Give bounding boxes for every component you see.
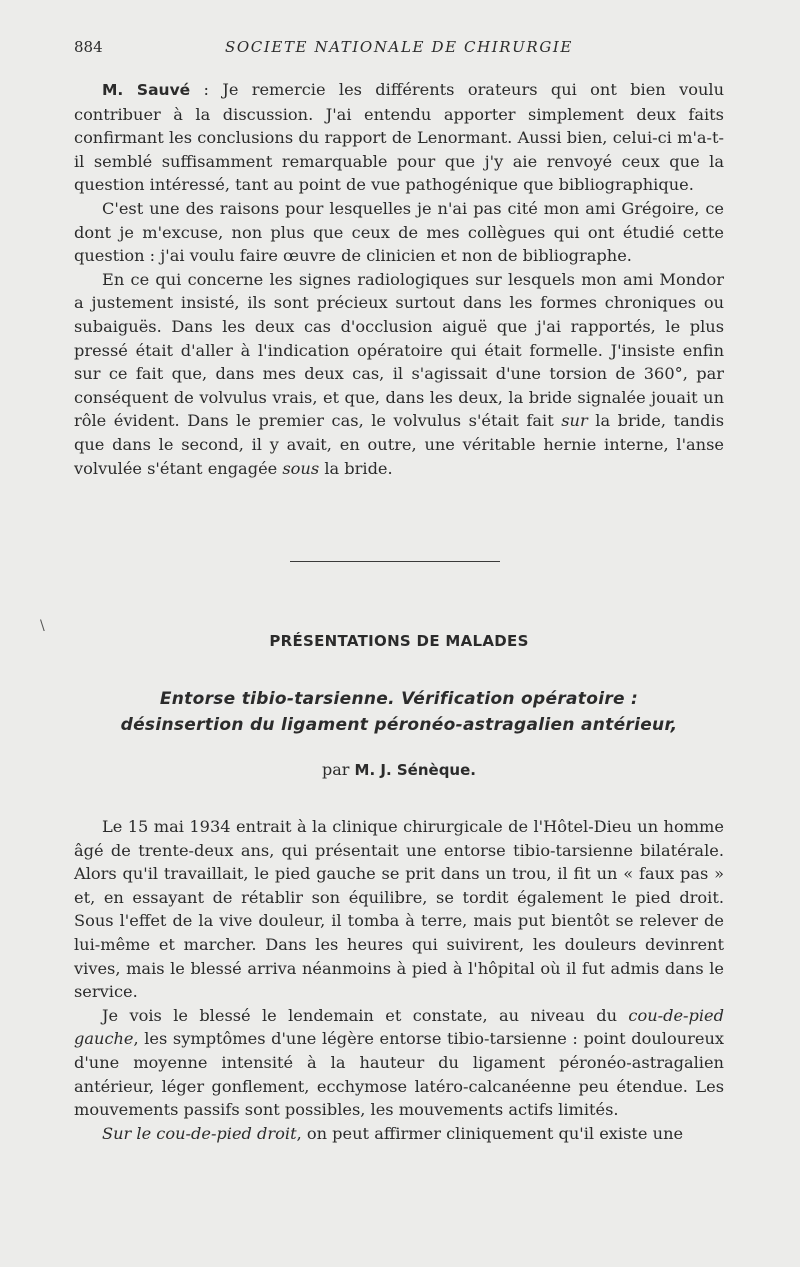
case-paragraph-3-text: , on peut affirmer cliniquement qu'il existe une	[296, 1123, 684, 1143]
byline-prefix: par	[322, 760, 355, 779]
byline	[74, 760, 724, 779]
discussion-text	[74, 78, 724, 480]
article-title	[74, 686, 724, 738]
discussion-paragraph-1	[74, 78, 724, 197]
author-name: M. J. Sénèque.	[354, 761, 476, 779]
emphasis-sous: sous	[282, 458, 320, 478]
discussion-paragraph-3	[74, 268, 724, 480]
journal-title: SOCIETE NATIONALE DE CHIRURGIE	[225, 38, 573, 56]
discussion-paragraph-1-text: : Je remercie les différents orateurs qui ont bien voulu contribuer à la discussion. J'ai entendu apporter simplement deux faits confirmant les conclusions du rapport de Lenormant. Aussi bien, celui-ci m'a-t-il semblé suffisamment remarquable pour que j'y aie renvoyé ceux que la question intéressé, tant au point de vue pathogénique que bibliographique.	[74, 80, 724, 195]
page-number: 884	[74, 38, 103, 56]
margin-mark: \	[40, 618, 45, 634]
section-heading: PRÉSENTATIONS DE MALADES	[269, 632, 529, 650]
case-paragraph-3	[74, 1122, 724, 1146]
case-report-text	[74, 815, 724, 1145]
case-paragraph-2-part-b: , les symptômes d'une légère entorse tibio-tarsienne : point douloureux d'une moyenne intensité à la hauteur du ligament péronéo-astragalien antérieur, léger gonflement, ecchymose latéro-calcanéenne peu étendue. Les mouvements passifs sont possibles, les mouvements actifs limités.	[74, 1029, 724, 1120]
emphasis-sur: sur	[561, 411, 588, 431]
article-title-line-1: Entorse tibio-tarsienne. Vérification opératoire :	[159, 689, 639, 709]
emphasis-cou-de-pied-gauche: cou-de-pied gauche	[74, 1005, 724, 1049]
case-paragraph-2-part-a: Je vois le blessé le lendemain et constate, au niveau du	[102, 1005, 629, 1025]
running-header	[74, 38, 724, 58]
discussion-paragraph-3-part-b: la bride, tandis que dans le second, il y avait, en outre, une véritable hernie interne, l'anse volvulée s'étant engagée	[74, 411, 724, 478]
discussion-paragraph-3-part-c: la bride.	[319, 458, 393, 478]
emphasis-cou-de-pied-droit: Sur le cou-de-pied droit	[102, 1123, 297, 1143]
article-title-line-2: désinsertion du ligament péronéo-astragalien antérieur,	[120, 715, 678, 735]
discussion-paragraph-3-part-a: En ce qui concerne les signes radiologiques sur lesquels mon ami Mondor a justement insisté, ils sont précieux surtout dans les formes chroniques ou subaiguës. Dans les deux cas d'occlusion aiguë que j'ai rapportés, le plus pressé était d'aller à l'indication opératoire qui était formelle. J'insiste enfin sur ce fait que, dans mes deux cas, il s'agissait d'une torsion de 360°, par conséquent de volvulus vrais, et que, dans les deux, la bride signalée jouait un rôle évident. Dans le premier cas, le volvulus s'était fait	[74, 269, 724, 431]
speaker-name: M. Sauvé	[102, 81, 191, 99]
case-paragraph-2	[74, 1004, 724, 1122]
discussion-paragraph-2: C'est une des raisons pour lesquelles je n'ai pas cité mon ami Grégoire, ce dont je m'excuse, non plus que ceux de mes collègues qui ont étudié cette question : j'ai voulu faire œuvre de clinicien et non de bibliographe.	[74, 198, 724, 266]
section-divider	[290, 561, 500, 562]
case-paragraph-1: Le 15 mai 1934 entrait à la clinique chirurgicale de l'Hôtel-Dieu un homme âgé de trente-deux ans, qui présentait une entorse tibio-tarsienne bilatérale. Alors qu'il travaillait, le pied gauche se prit dans un trou, il fit un « faux pas » et, en essayant de rétablir son équilibre, se tordit également le pied droit. Sous l'effet de la vive douleur, il tomba à terre, mais put bientôt se relever de lui-même et marcher. Dans les heures qui suivirent, les douleurs devinrent vives, mais le blessé arriva néanmoins à pied à l'hôpital où il fut admis dans le service.	[74, 817, 724, 1002]
